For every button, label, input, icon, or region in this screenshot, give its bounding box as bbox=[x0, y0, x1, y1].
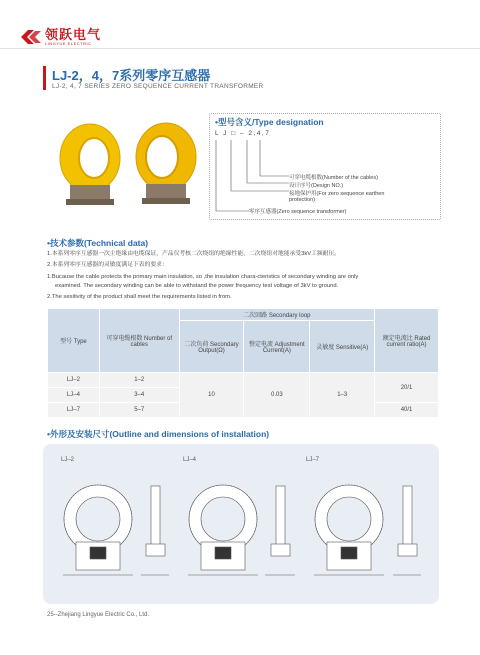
tech-para-2: 2.本系列零序互感器的灵敏度满足下表的要求： bbox=[47, 262, 168, 268]
type-code: L J □ – 2,4,7 bbox=[215, 130, 271, 137]
header-secondary-loop: 二次回路 Secondary loop bbox=[179, 309, 375, 321]
type-line-2: 设计序号(Design NO.) bbox=[289, 183, 344, 189]
dim-label-lj4: LJ–4 bbox=[183, 457, 197, 463]
technical-data-heading: •技术参数(Technical data) bbox=[47, 238, 149, 248]
dim-label-lj7: LJ–7 bbox=[306, 457, 320, 463]
tech-para-4: examined. The secondary winding can be able to withstand the power frequency test voltage of 3kV to ground. bbox=[55, 283, 339, 289]
outline-drawings bbox=[43, 444, 439, 604]
header-adj-current: 整定电流 Adjustment Current(A) bbox=[244, 321, 310, 373]
header-cables: 可穿电缆根数 Number of cables bbox=[99, 309, 179, 373]
cell-output: 10 bbox=[179, 373, 244, 418]
type-line-4: protection) bbox=[289, 197, 315, 203]
cell-type: LJ–4 bbox=[48, 388, 100, 403]
cell-ratio: 20/1 bbox=[375, 373, 439, 403]
type-designation-leader-lines bbox=[209, 113, 441, 220]
page-title: LJ-2，4，7系列零序互感器 bbox=[52, 68, 211, 83]
dimensions-heading: •外形及安装尺寸(Outline and dimensions of installation) bbox=[47, 429, 270, 439]
spec-table bbox=[47, 308, 439, 418]
cell-type: LJ–7 bbox=[48, 403, 100, 418]
tech-para-5: 2.The sesitivity of the product shall meet the requirements listed in from. bbox=[47, 294, 232, 300]
header-output: 二次负荷 Secondary Output(Ω) bbox=[179, 321, 244, 373]
cell-cables: 1–2 bbox=[99, 373, 179, 388]
cell-adj-current: 0.03 bbox=[244, 373, 310, 418]
tech-para-3: 1.Bucause the cable protects the primary main insulation, so ,the insulation chara-cteristics of secondary winding are only bbox=[47, 274, 359, 280]
type-line-3: 接地保护用(For zero sequence earthen bbox=[289, 191, 385, 197]
logo-en-text: LINGYUE ELECTRIC bbox=[45, 41, 92, 46]
header-sensitive: 灵敏度 Sensitive(A) bbox=[310, 321, 375, 373]
table-row bbox=[48, 373, 439, 388]
type-line-1: 可穿电缆根数(Number of the cables) bbox=[289, 175, 378, 181]
header-rated-ratio: 额定电流比 Rated current ratio(A) bbox=[375, 309, 439, 373]
tech-para-1: 1.本系列零序互感器一次主绝缘由电缆保证，产品仅考核二次绕组的绝缘性能，二次绕组对地能承受3kV工频耐压。 bbox=[47, 251, 341, 257]
logo-icon bbox=[20, 28, 42, 46]
dim-label-lj2: LJ–2 bbox=[61, 457, 75, 463]
page-footer: 25--Zhejiang Lingyue Electric Co., Ltd. bbox=[47, 612, 150, 618]
company-logo bbox=[20, 28, 101, 46]
type-line-5: 零序互感器(Zero sequence transformer) bbox=[249, 209, 347, 215]
cell-cables: 5–7 bbox=[99, 403, 179, 418]
header-divider bbox=[0, 48, 480, 49]
cell-cables: 3–4 bbox=[99, 388, 179, 403]
type-designation-heading: •型号含义/Type designation bbox=[215, 117, 324, 127]
logo-cn-text: 领跃电气 bbox=[45, 27, 102, 42]
title-accent-bar bbox=[43, 66, 46, 90]
cell-ratio: 40/1 bbox=[375, 403, 439, 418]
page-subtitle: LJ-2, 4, 7 SERIES ZERO SEQUENCE CURRENT TRANSFORMER bbox=[52, 83, 264, 90]
cell-sensitive: 1–3 bbox=[310, 373, 375, 418]
cell-type: LJ–2 bbox=[48, 373, 100, 388]
header-type: 型号 Type bbox=[48, 309, 100, 373]
product-photo bbox=[52, 113, 208, 213]
dimensions-panel bbox=[43, 444, 439, 604]
